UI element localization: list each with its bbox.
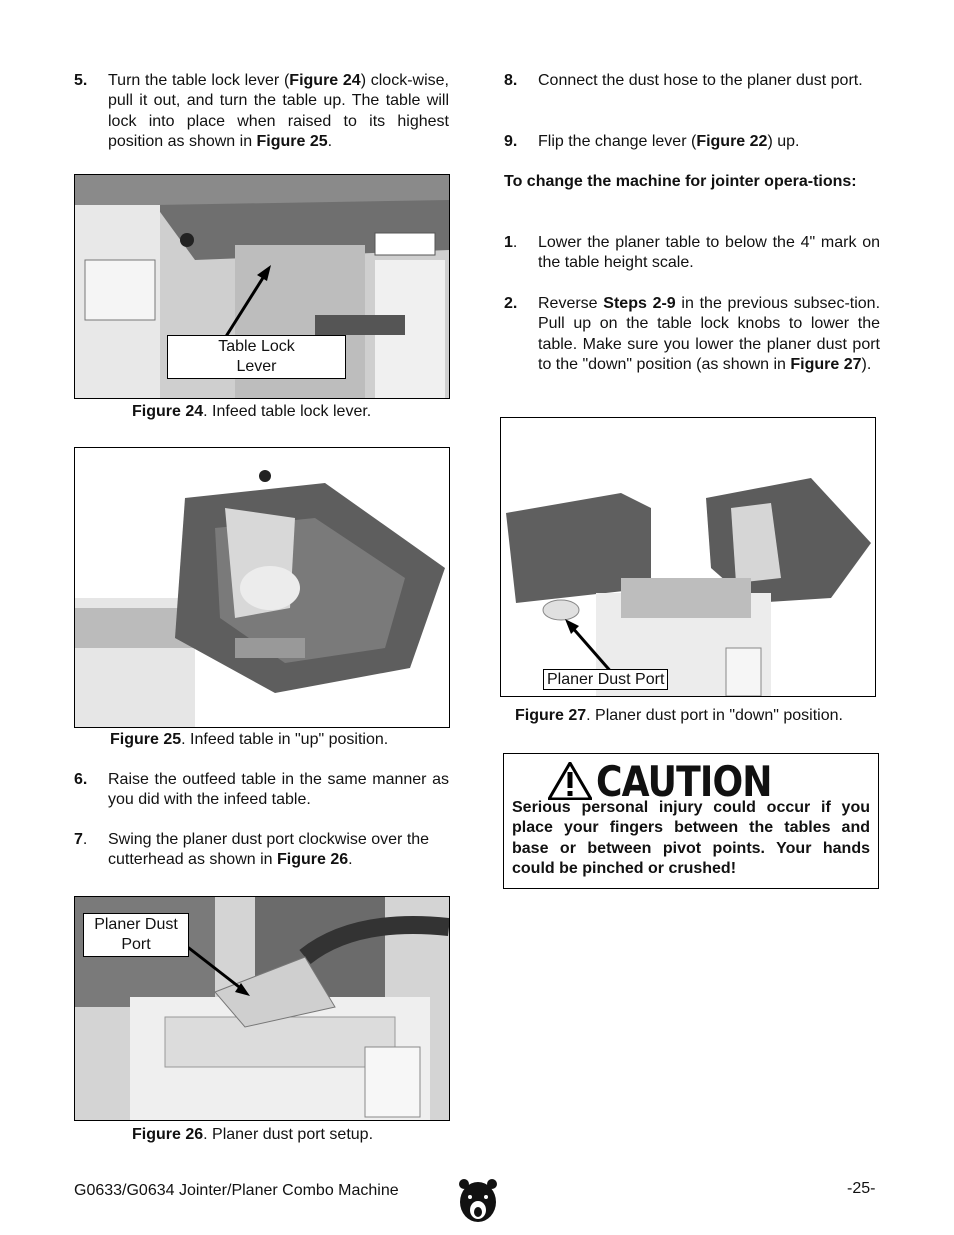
figure-24-photo (74, 174, 450, 399)
caution-title: CAUTION (596, 757, 772, 806)
step-8: 8. Connect the dust hose to the planer dust port. (538, 71, 880, 91)
footer-manual-title: G0633/G0634 Jointer/Planer Combo Machine (74, 1182, 399, 1199)
step-number: 8. (504, 72, 518, 89)
step-number: 6. (74, 771, 88, 788)
page-number: -25- (847, 1180, 876, 1197)
warning-triangle-icon (548, 762, 592, 800)
figure-26-photo (74, 896, 450, 1121)
callout-table-lock-lever: Table Lock Lever (167, 335, 346, 379)
step-number: 1. (504, 234, 518, 251)
step-number: 5. (74, 72, 88, 89)
figure-26-caption: Figure 26. Planer dust port setup. (132, 1126, 374, 1143)
step-number: 2. (504, 295, 518, 312)
figure-27-caption: Figure 27. Planer dust port in "down" position. (515, 707, 843, 724)
callout-planer-dust-port: Planer Dust Port (83, 913, 189, 957)
figure-25-caption: Figure 25. Infeed table in "up" position. (110, 731, 389, 748)
figure-25-photo (74, 447, 450, 728)
step-number: 7. (74, 831, 88, 848)
step-9: 9. Flip the change lever (Figure 22) up. (538, 132, 880, 152)
step-6: 6. Raise the outfeed table in the same manner as you did with the infeed table. (74, 771, 449, 809)
step-1: 1. Lower the planer table to below the 4" mark on the table height scale. (504, 234, 880, 272)
caution-text: Serious personal injury could occur if you place your fingers between the tables and base or between pivot points. Your hands could be pinched or crushed! (512, 799, 870, 877)
figure-24-caption: Figure 24. Infeed table lock lever. (132, 403, 372, 420)
caution-box (503, 753, 879, 889)
figure-27-photo (500, 417, 876, 697)
step-7: 7. Swing the planer dust port clockwise over the cutterhead as shown in Figure 26. (74, 831, 430, 869)
step-2: 2. Reverse Steps 2-9 in the previous subsec-tion. Pull up on the table lock knobs to lower the table. Make sure you lower the planer dust port to the "down" position (as shown in Figure 27). (504, 295, 881, 373)
step-5: 5. Turn the table lock lever (Figure 24) clock-wise, pull it out, and turn the table up. The table will lock into place when raised to its highest position as shown in Figure 25. (74, 72, 449, 150)
step-number: 9. (504, 133, 518, 150)
callout-planer-dust-port: Planer Dust Port (543, 669, 668, 690)
bear-logo-icon (458, 1176, 498, 1224)
jointer-heading: To change the machine for jointer opera-tions: (504, 173, 857, 190)
